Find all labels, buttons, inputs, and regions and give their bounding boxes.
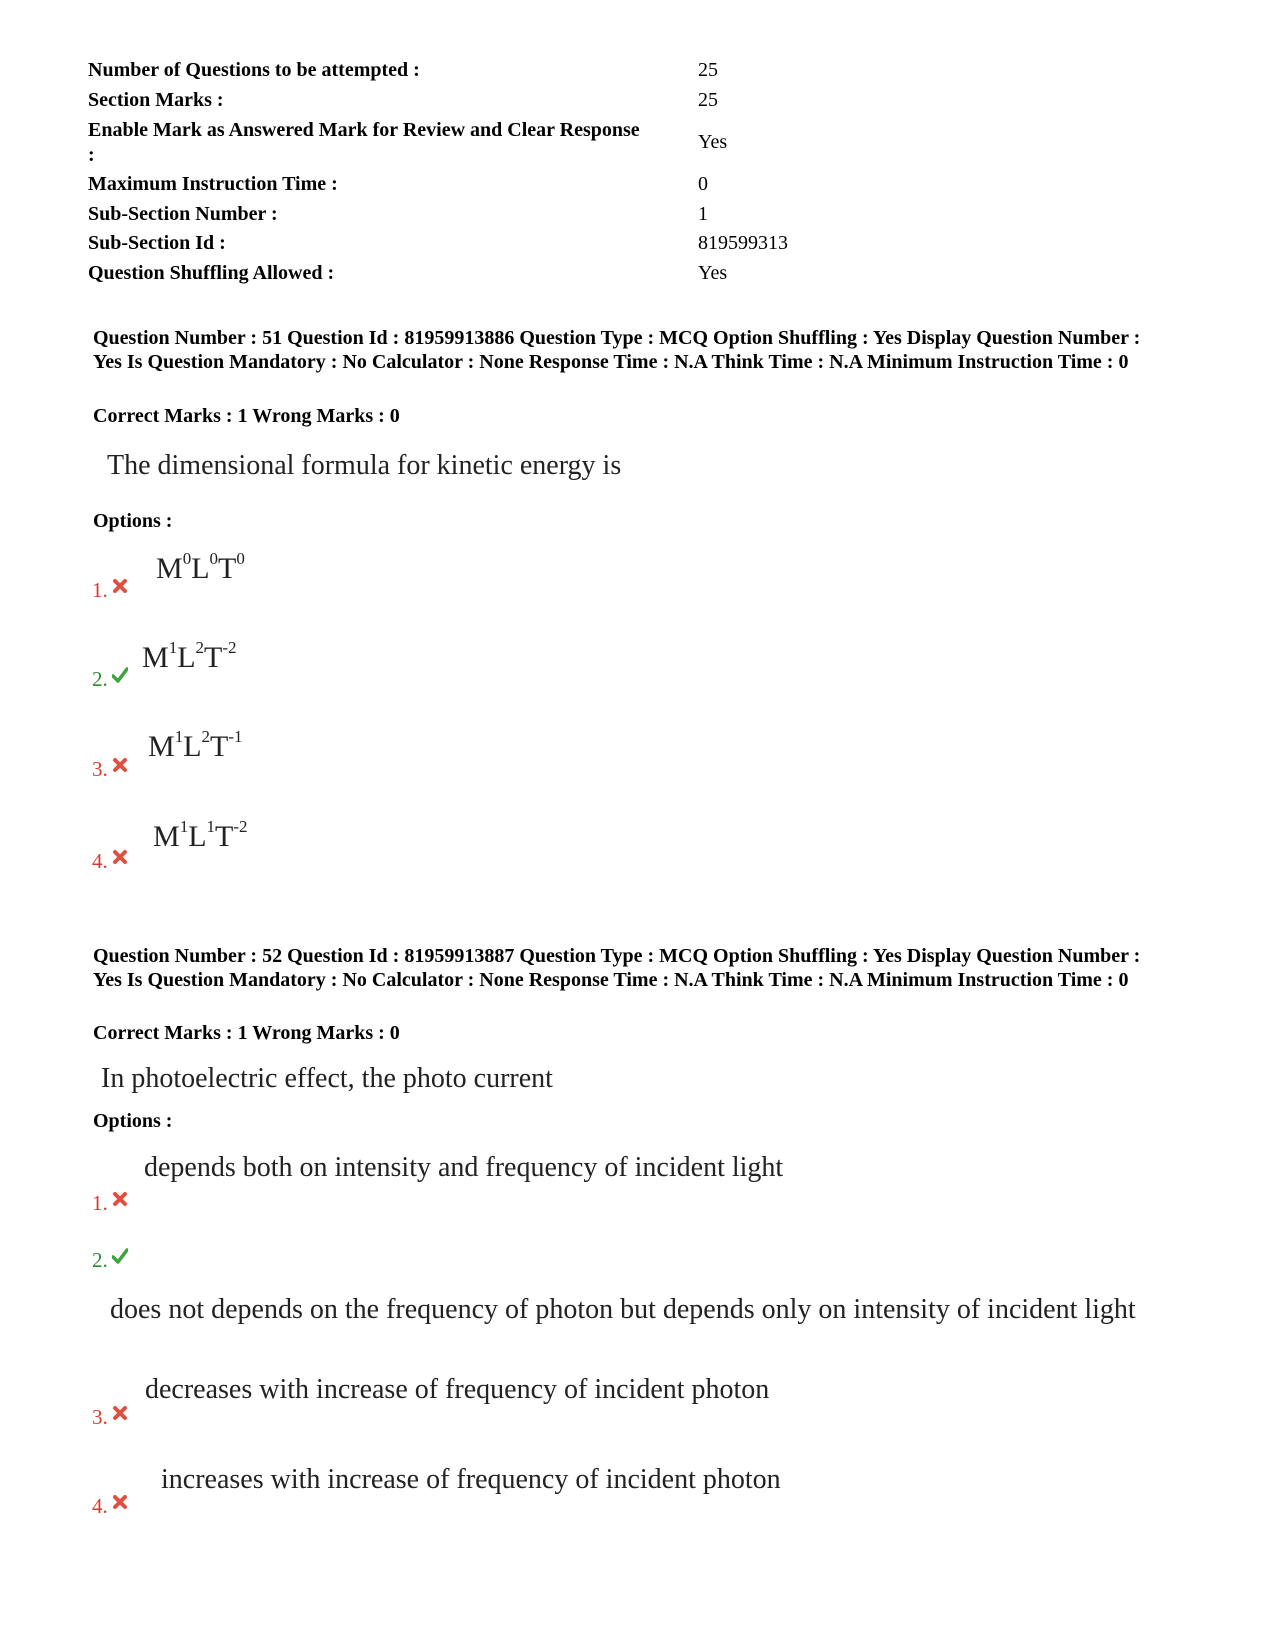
info-value: Yes: [698, 262, 728, 284]
question-meta: Question Number : 52 Question Id : 81959913887 Question Type : MCQ Option Shuffling : Yes Display Question Number : Yes Is Question Mandatory : No Calculator : None Response Time : N.A Think Time : N.A Minimum Instruction Time : 0: [93, 945, 1141, 991]
option-text: decreases with increase of frequency of incident photon: [145, 1374, 770, 1405]
option-number: 1.: [92, 1191, 128, 1216]
option-number: 2.: [92, 667, 128, 692]
info-value: 25: [698, 59, 718, 81]
info-value: Yes: [698, 131, 728, 153]
info-label-colon: :: [88, 144, 95, 166]
question-marks: Correct Marks : 1 Wrong Marks : 0: [93, 405, 400, 427]
options-label: Options :: [93, 1110, 173, 1132]
info-value: 0: [698, 173, 708, 195]
option-formula: $M^1L^2T^{-2}$: [142, 638, 237, 674]
info-label: Number of Questions to be attempted :: [88, 59, 420, 81]
option-text: increases with increase of frequency of incident photon: [161, 1464, 781, 1495]
option-number: 3.: [92, 1405, 128, 1430]
option-number: 1.: [92, 578, 128, 603]
info-value: 1: [698, 203, 708, 225]
wrong-x-icon: [112, 578, 128, 594]
option-text: does not depends on the frequency of photon but depends only on intensity of incident light: [110, 1294, 1136, 1325]
option-number: 4.: [92, 849, 128, 874]
option-number: 4.: [92, 1494, 128, 1519]
correct-check-icon: [112, 1248, 128, 1264]
question-text: The dimensional formula for kinetic energy is: [107, 450, 622, 481]
wrong-x-icon: [112, 849, 128, 865]
wrong-x-icon: [112, 757, 128, 773]
info-label: Sub-Section Number :: [88, 203, 278, 225]
question-text: In photoelectric effect, the photo current: [101, 1063, 553, 1094]
option-formula: $M^1L^2T^{-1}$: [148, 727, 243, 763]
correct-check-icon: [112, 667, 128, 683]
option-number: 2.: [92, 1248, 128, 1273]
info-label: Enable Mark as Answered Mark for Review and Clear Response: [88, 119, 640, 141]
info-value: 25: [698, 89, 718, 111]
wrong-x-icon: [112, 1405, 128, 1421]
question-meta: Question Number : 51 Question Id : 81959913886 Question Type : MCQ Option Shuffling : Yes Display Question Number : Yes Is Question Mandatory : No Calculator : None Response Time : N.A Think Time : N.A Minimum Instruction Time : 0: [93, 327, 1141, 373]
info-value: 819599313: [698, 232, 788, 254]
options-label: Options :: [93, 510, 173, 532]
info-label: Maximum Instruction Time :: [88, 173, 338, 195]
info-label: Question Shuffling Allowed :: [88, 262, 335, 284]
option-number: 3.: [92, 757, 128, 782]
option-formula: $M^1L^1T^{-2}$: [153, 817, 248, 853]
info-label: Sub-Section Id :: [88, 232, 226, 254]
wrong-x-icon: [112, 1191, 128, 1207]
question-marks: Correct Marks : 1 Wrong Marks : 0: [93, 1022, 400, 1044]
option-text: depends both on intensity and frequency of incident light: [144, 1152, 784, 1183]
option-formula: $M^0L^0T^0$: [156, 549, 245, 585]
wrong-x-icon: [112, 1494, 128, 1510]
info-label: Section Marks :: [88, 89, 224, 111]
